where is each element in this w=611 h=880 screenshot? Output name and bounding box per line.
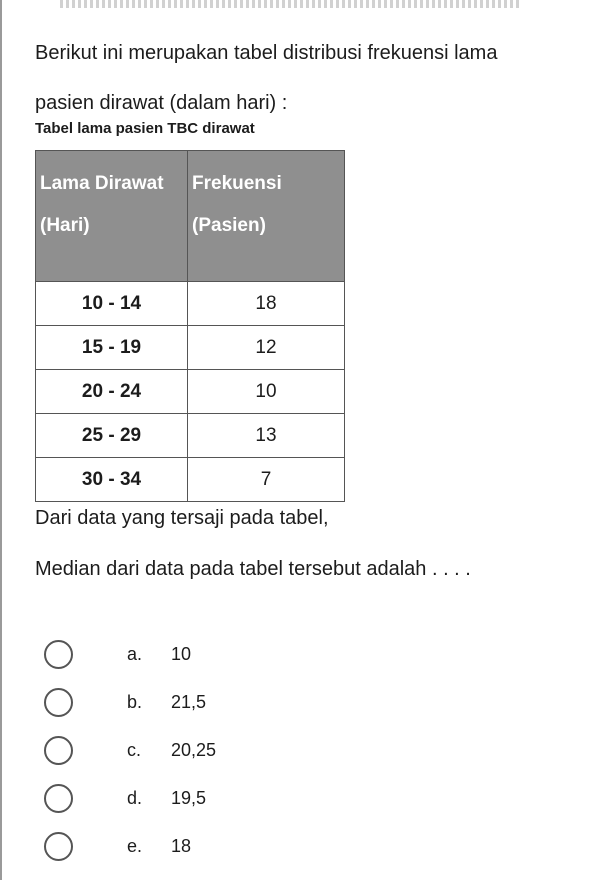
option-letter: e. [127, 835, 143, 856]
intro-line-2: pasien dirawat (dalam hari) : [35, 92, 288, 114]
frequency-cell: 7 [188, 458, 345, 502]
question-line-2: Median dari data pada tabel tersebut adalah . . . . [35, 558, 471, 580]
range-cell: 15 - 19 [36, 326, 188, 370]
option-letter: a. [127, 643, 143, 664]
table-row [36, 458, 345, 502]
question-line-1: Dari data yang tersaji pada tabel, [35, 507, 329, 529]
left-border-rule [0, 0, 2, 880]
option-letter: d. [127, 787, 143, 808]
frequency-table [35, 150, 345, 502]
intro-line-1: Berikut ini merupakan tabel distribusi frekuensi lama [35, 42, 498, 64]
range-cell: 20 - 24 [36, 370, 188, 414]
answer-options [44, 630, 216, 870]
table-row [36, 414, 345, 458]
option-value: 18 [171, 835, 192, 856]
table-row [36, 326, 345, 370]
header-frekuensi: Frekuensi (Pasien) [188, 151, 345, 282]
radio-button-icon[interactable] [44, 688, 73, 717]
option-c[interactable] [44, 726, 216, 774]
radio-button-icon[interactable] [44, 736, 73, 765]
top-decorative-strip [60, 0, 520, 8]
option-value: 21,5 [171, 691, 207, 712]
range-cell: 30 - 34 [36, 458, 188, 502]
header-lama-dirawat: Lama Dirawat (Hari) [36, 151, 188, 282]
table-caption: Tabel lama pasien TBC dirawat [35, 120, 255, 137]
option-value: 19,5 [171, 787, 207, 808]
option-value: 20,25 [171, 739, 217, 760]
option-letter: b. [127, 691, 143, 712]
radio-button-icon[interactable] [44, 784, 73, 813]
option-letter: c. [127, 739, 142, 760]
radio-button-icon[interactable] [44, 640, 73, 669]
radio-button-icon[interactable] [44, 832, 73, 861]
table-row [36, 370, 345, 414]
range-cell: 10 - 14 [36, 282, 188, 326]
intro-text [35, 28, 605, 128]
option-value: 10 [171, 643, 192, 664]
frequency-cell: 10 [188, 370, 345, 414]
table-header-row [36, 151, 345, 282]
option-a[interactable] [44, 630, 216, 678]
range-cell: 25 - 29 [36, 414, 188, 458]
frequency-cell: 13 [188, 414, 345, 458]
option-d[interactable] [44, 774, 216, 822]
option-e[interactable] [44, 822, 216, 870]
option-b[interactable] [44, 678, 216, 726]
table-row [36, 282, 345, 326]
frequency-cell: 18 [188, 282, 345, 326]
frequency-cell: 12 [188, 326, 345, 370]
